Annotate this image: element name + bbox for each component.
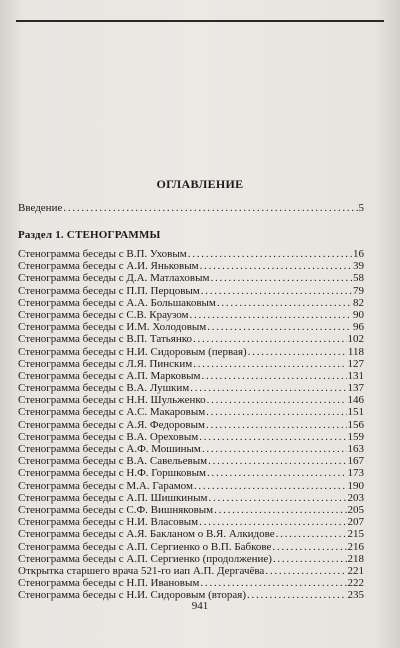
toc-entry-title: Стенограмма беседы с И.М. Холодовым	[18, 321, 207, 334]
dot-leader	[208, 492, 346, 504]
dot-leader	[207, 467, 347, 479]
toc-entry	[18, 248, 364, 260]
toc-entry	[18, 321, 364, 333]
toc-entry-title: Стенограмма беседы с М.А. Гарамом	[18, 479, 193, 492]
toc-entry-page: 163	[347, 443, 364, 455]
toc-entry-page: 82	[353, 296, 364, 309]
toc-entry	[18, 406, 364, 418]
toc-entry-title: Стенограмма беседы с Н.И. Власовым	[18, 516, 199, 529]
dot-leader	[217, 297, 352, 309]
dot-leader	[188, 248, 352, 260]
toc-entry-page: 207	[347, 516, 364, 529]
toc-entry	[18, 370, 364, 382]
dot-leader	[273, 553, 347, 565]
dot-leader	[199, 516, 346, 528]
toc-entry-page: 137	[347, 382, 364, 395]
dot-leader	[206, 419, 347, 431]
toc-entry-page: 205	[347, 503, 364, 516]
toc-entry	[18, 260, 364, 272]
toc-entry-title: Стенограмма беседы с Л.Я. Пинским	[18, 357, 193, 370]
toc-entry-title: Стенограмма беседы с С.Ф. Вишняковым	[18, 503, 214, 516]
toc-entry-title: Стенограмма беседы с А.Я. Бакланом о В.Я. Алкидове	[18, 528, 275, 541]
toc-entry-title: Стенограмма беседы с В.П. Уховым	[18, 248, 187, 260]
toc-entry	[18, 297, 364, 309]
dot-leader	[272, 541, 346, 553]
toc-entry-title: Стенограмма беседы с П.П. Перцовым	[18, 284, 200, 297]
dot-leader	[200, 577, 346, 589]
toc-entry-page: 5	[358, 202, 364, 214]
toc-entry-page: 235	[347, 589, 364, 602]
toc-entry-page: 156	[347, 418, 364, 431]
toc-entry	[18, 467, 364, 479]
toc-entry-page: 90	[353, 308, 364, 321]
toc-entry	[18, 272, 364, 284]
dot-leader	[202, 443, 347, 455]
toc-entry-page: 146	[347, 394, 364, 407]
toc-entry-title: Открытка старшего врача 521-го иап А.П. Дергачёва	[18, 564, 265, 577]
dot-leader	[63, 202, 357, 214]
toc-entry	[18, 358, 364, 370]
toc-entry-page: 203	[347, 491, 364, 504]
top-rule	[16, 20, 384, 22]
dot-leader	[214, 504, 346, 516]
toc-heading: ОГЛАВЛЕНИЕ	[156, 177, 244, 191]
toc-entry	[18, 577, 364, 589]
toc-entry-page: 151	[347, 406, 364, 419]
toc-entry-title: Стенограмма беседы с В.А. Ореховым	[18, 430, 199, 443]
toc-entry	[18, 346, 364, 358]
toc-entry-title: Стенограмма беседы с В.А. Савельевым	[18, 455, 208, 468]
toc-entry-title: Стенограмма беседы с Н.Ф. Горшковым	[18, 467, 206, 480]
toc-entry-page: 16	[353, 248, 364, 260]
dot-leader	[210, 272, 352, 284]
toc-entry-page: 58	[353, 272, 364, 285]
toc-entry	[18, 431, 364, 443]
toc-entry-page: 218	[347, 552, 364, 565]
toc-entry	[18, 504, 364, 516]
dot-leader	[207, 394, 347, 406]
dot-leader	[276, 528, 347, 540]
toc-entry-title: Стенограмма беседы с А.П. Сергиенко о В.П. Бабкове	[18, 540, 272, 553]
toc-entry-title: Стенограмма беседы с В.А. Лушким	[18, 382, 190, 395]
dot-leader	[200, 260, 352, 272]
toc-entry-page: 190	[347, 479, 364, 492]
toc-entry	[18, 565, 364, 577]
toc-entry-title: Стенограмма беседы с В.П. Татьянко	[18, 333, 193, 346]
toc-entry-page: 96	[353, 321, 364, 334]
toc-entry	[18, 394, 364, 406]
dot-leader	[202, 370, 347, 382]
toc-entry-page: 222	[347, 577, 364, 590]
dot-leader	[248, 346, 347, 358]
page-number: 941	[191, 600, 209, 612]
dot-leader	[193, 358, 346, 370]
dot-leader	[199, 431, 346, 443]
toc-entry-title: Стенограмма беседы с А.П. Шишкиным	[18, 491, 208, 504]
toc-list	[18, 248, 364, 601]
toc-entry	[18, 541, 364, 553]
dot-leader	[194, 480, 347, 492]
toc-entry	[18, 516, 364, 528]
dot-leader	[207, 321, 352, 333]
toc-entry-title: Стенограмма беседы с А.И. Яньковым	[18, 260, 199, 273]
toc-entry-title: Стенограмма беседы с А.П. Марковым	[18, 369, 201, 382]
dot-leader	[193, 333, 346, 345]
toc-entry-title: Стенограмма беседы с Д.А. Матлаховым	[18, 272, 210, 285]
toc-entry-page: 221	[347, 564, 364, 577]
toc-entry-page: 167	[347, 455, 364, 468]
dot-leader	[206, 406, 346, 418]
toc-entry	[18, 382, 364, 394]
toc-entry-page: 102	[347, 333, 364, 346]
toc-entry-page: 118	[347, 345, 364, 358]
toc-entry	[18, 443, 364, 455]
toc-entry-title: Стенограмма беседы с А.Ф. Мошиным	[18, 443, 201, 455]
toc-entry-page: 39	[353, 260, 364, 273]
toc-entry	[18, 492, 364, 504]
toc-entry-title: Стенограмма беседы с Н.И. Сидоровым (первая)	[18, 345, 247, 358]
toc-entry-title: Стенограмма беседы с С.В. Краузом	[18, 308, 189, 321]
toc-entry-page: 173	[347, 467, 364, 480]
toc-entry-page: 79	[353, 284, 364, 297]
toc-entry-page: 159	[347, 430, 364, 443]
toc-entry-title: Стенограмма беседы с Н.И. Сидоровым (вторая)	[18, 589, 246, 602]
toc-entry-page: 215	[347, 528, 364, 541]
toc-entry-title: Стенограмма беседы с Н.П. Ивановым	[18, 577, 200, 590]
toc-entry-page: 127	[347, 357, 364, 370]
toc-entry	[18, 285, 364, 297]
toc-entry-title: Стенограмма беседы с А.П. Сергиенко (продолжение)	[18, 552, 272, 565]
toc-entry	[18, 309, 364, 321]
dot-leader	[190, 309, 353, 321]
toc-entry-page: 216	[347, 540, 364, 553]
dot-leader	[265, 565, 346, 577]
toc-entry	[18, 553, 364, 565]
toc-entry-title: Стенограмма беседы с А.А. Большаковым	[18, 296, 216, 309]
toc-entry	[18, 528, 364, 540]
dot-leader	[208, 455, 346, 467]
toc-entry-title: Введение	[18, 202, 63, 214]
toc-entry-title: Стенограмма беседы с А.Я. Федоровым	[18, 418, 205, 431]
toc-entry	[18, 419, 364, 431]
toc-entry	[18, 480, 364, 492]
toc-entry	[18, 333, 364, 345]
dot-leader	[190, 382, 346, 394]
toc-entry-intro	[18, 202, 364, 214]
dot-leader	[201, 285, 352, 297]
toc-entry-title: Стенограмма беседы с Н.Н. Шульженко	[18, 394, 206, 407]
toc-entry-title: Стенограмма беседы с А.С. Макаровым	[18, 406, 206, 419]
section-title: Раздел 1. СТЕНОГРАММЫ	[18, 229, 161, 241]
toc-entry-page: 131	[347, 369, 364, 382]
toc-entry	[18, 455, 364, 467]
